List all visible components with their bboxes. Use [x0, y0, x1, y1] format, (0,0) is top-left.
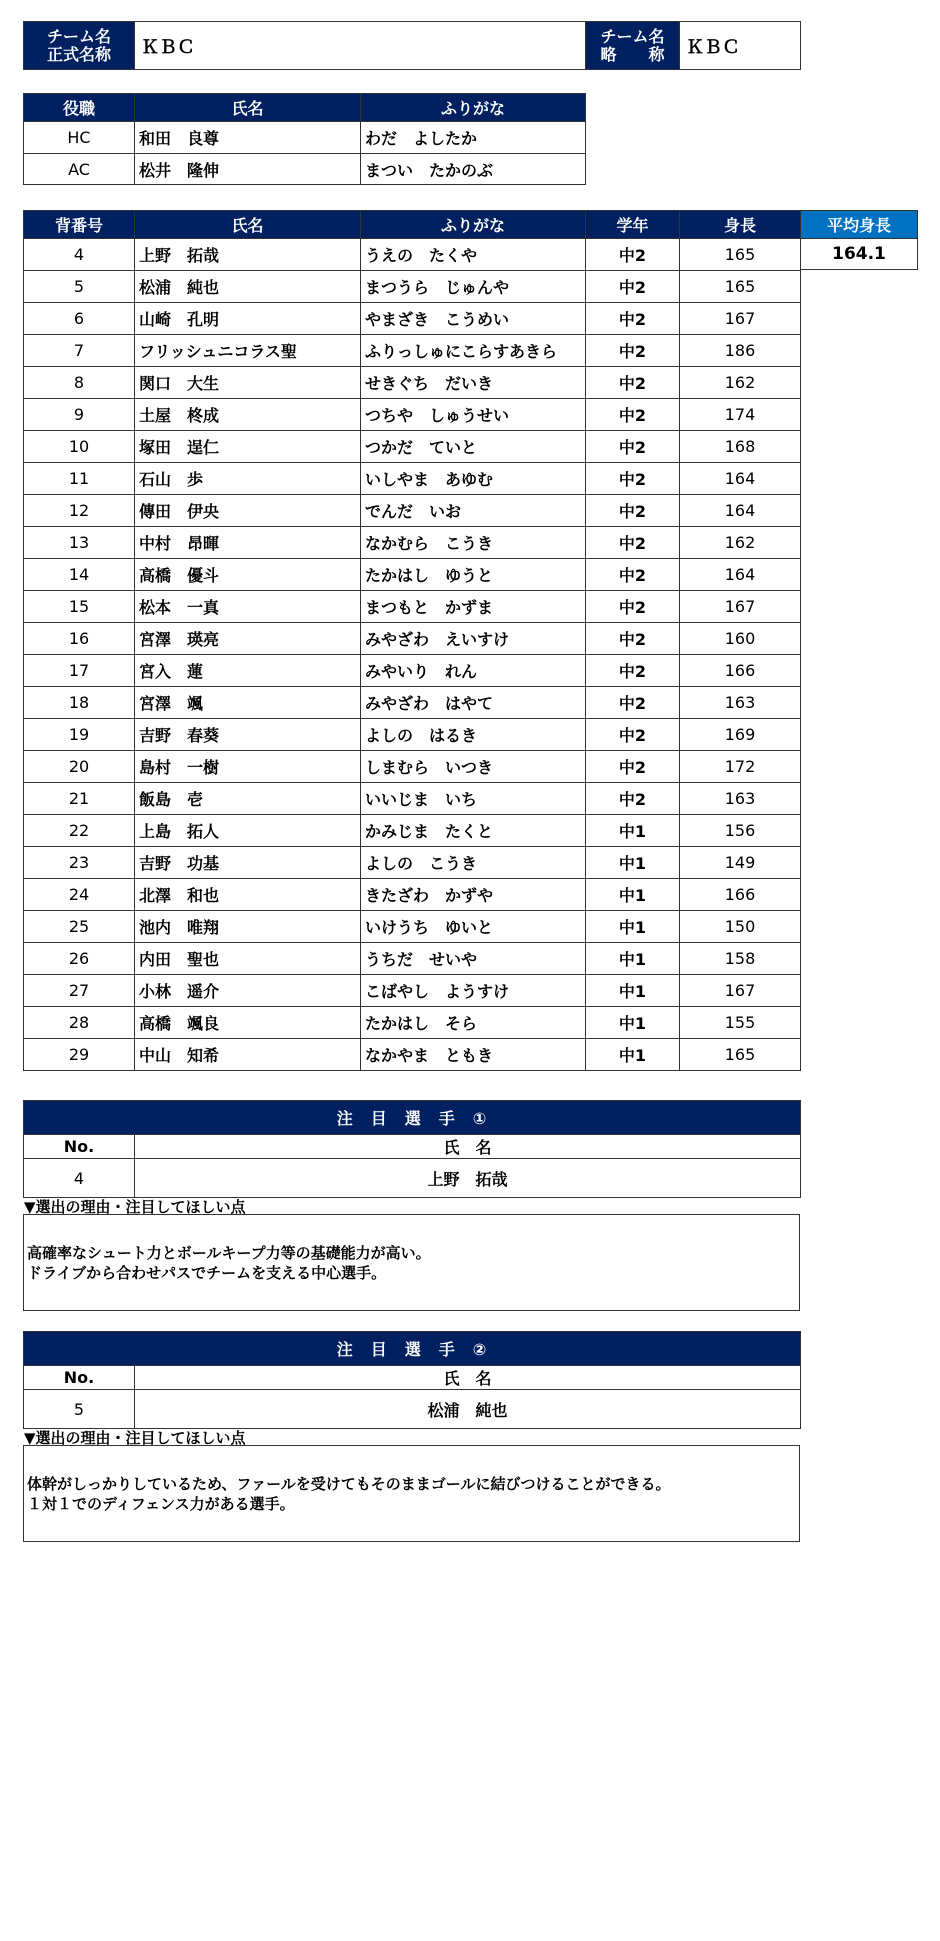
player-kana: みやざわ はやて	[361, 687, 586, 719]
player-number: 18	[24, 687, 135, 719]
player-number: 29	[24, 1039, 135, 1071]
player-grade: 中2	[586, 303, 680, 335]
player-row	[24, 335, 801, 367]
player-height: 166	[680, 655, 801, 687]
player-number: 23	[24, 847, 135, 879]
player-row	[24, 399, 801, 431]
featured-player-1-no-label: No.	[24, 1135, 135, 1159]
player-name: 傳田 伊央	[135, 495, 361, 527]
player-row	[24, 495, 801, 527]
player-row	[24, 879, 801, 911]
featured-player-1-no: 4	[24, 1159, 135, 1198]
player-height: 165	[680, 271, 801, 303]
player-number: 17	[24, 655, 135, 687]
average-height-table	[800, 210, 918, 270]
average-height-value: 164.1	[801, 239, 918, 270]
player-number: 11	[24, 463, 135, 495]
team-abbr-label: チーム名 略 称	[586, 22, 680, 70]
staff-row	[24, 154, 586, 185]
player-kana: つちや しゅうせい	[361, 399, 586, 431]
player-kana: まつうら じゅんや	[361, 271, 586, 303]
player-grade: 中1	[586, 815, 680, 847]
players-header-number: 背番号	[24, 211, 135, 239]
staff-row	[24, 122, 586, 154]
player-grade: 中2	[586, 783, 680, 815]
featured-player-1-reason: 高確率なシュート力とボールキープ力等の基礎能力が高い。 ドライブから合わせパスでチームを支える中心選手。	[27, 1244, 431, 1282]
player-grade: 中2	[586, 271, 680, 303]
player-row	[24, 559, 801, 591]
staff-role: AC	[24, 154, 135, 185]
player-row	[24, 591, 801, 623]
player-height: 162	[680, 527, 801, 559]
player-kana: つかだ ていと	[361, 431, 586, 463]
player-number: 16	[24, 623, 135, 655]
player-row	[24, 431, 801, 463]
featured-player-1-title: 注 目 選 手 ①	[24, 1101, 801, 1135]
player-number: 22	[24, 815, 135, 847]
player-row	[24, 623, 801, 655]
player-kana: うちだ せいや	[361, 943, 586, 975]
player-height: 149	[680, 847, 801, 879]
player-row	[24, 1039, 801, 1071]
player-height: 169	[680, 719, 801, 751]
player-number: 7	[24, 335, 135, 367]
player-name: フリッシュニコラス聖	[135, 335, 361, 367]
player-height: 156	[680, 815, 801, 847]
player-height: 165	[680, 1039, 801, 1071]
player-height: 164	[680, 495, 801, 527]
player-kana: いいじま いち	[361, 783, 586, 815]
player-row	[24, 751, 801, 783]
player-name: 松本 一真	[135, 591, 361, 623]
player-grade: 中2	[586, 719, 680, 751]
player-name: 吉野 功基	[135, 847, 361, 879]
player-height: 165	[680, 239, 801, 271]
players-table	[23, 210, 801, 1071]
player-number: 10	[24, 431, 135, 463]
player-grade: 中2	[586, 431, 680, 463]
featured-player-1-reason-label: ▼選出の理由・注目してほしい点	[24, 1198, 246, 1216]
player-grade: 中2	[586, 239, 680, 271]
player-kana: たかはし ゆうと	[361, 559, 586, 591]
player-row	[24, 271, 801, 303]
player-row	[24, 1007, 801, 1039]
player-kana: いしやま あゆむ	[361, 463, 586, 495]
player-name: 土屋 柊成	[135, 399, 361, 431]
player-height: 172	[680, 751, 801, 783]
staff-kana: わだ よしたか	[361, 122, 586, 154]
player-kana: せきぐち だいき	[361, 367, 586, 399]
player-grade: 中1	[586, 911, 680, 943]
player-kana: いけうち ゆいと	[361, 911, 586, 943]
player-number: 28	[24, 1007, 135, 1039]
player-row	[24, 719, 801, 751]
player-number: 9	[24, 399, 135, 431]
player-grade: 中1	[586, 879, 680, 911]
featured-player-2-reason-label: ▼選出の理由・注目してほしい点	[24, 1429, 246, 1447]
player-height: 186	[680, 335, 801, 367]
featured-player-2-no-label: No.	[24, 1366, 135, 1390]
player-name: 飯島 壱	[135, 783, 361, 815]
player-height: 163	[680, 687, 801, 719]
player-grade: 中1	[586, 943, 680, 975]
player-row	[24, 687, 801, 719]
player-number: 25	[24, 911, 135, 943]
player-name: 上島 拓人	[135, 815, 361, 847]
player-height: 167	[680, 303, 801, 335]
player-row	[24, 367, 801, 399]
player-kana: ふりっしゅにこらすあきら	[361, 335, 586, 367]
player-name: 山崎 孔明	[135, 303, 361, 335]
player-name: 石山 歩	[135, 463, 361, 495]
featured-player-1-table	[23, 1100, 801, 1198]
average-height-label: 平均身長	[801, 211, 918, 239]
player-name: 宮入 蓮	[135, 655, 361, 687]
player-name: 北澤 和也	[135, 879, 361, 911]
player-row	[24, 943, 801, 975]
player-number: 5	[24, 271, 135, 303]
player-grade: 中2	[586, 335, 680, 367]
player-number: 14	[24, 559, 135, 591]
player-kana: でんだ いお	[361, 495, 586, 527]
player-row	[24, 975, 801, 1007]
player-kana: よしの はるき	[361, 719, 586, 751]
player-grade: 中1	[586, 975, 680, 1007]
player-name: 宮澤 颯	[135, 687, 361, 719]
player-name: 関口 大生	[135, 367, 361, 399]
player-grade: 中2	[586, 623, 680, 655]
player-row	[24, 303, 801, 335]
player-kana: かみじま たくと	[361, 815, 586, 847]
player-row	[24, 911, 801, 943]
player-kana: みやざわ えいすけ	[361, 623, 586, 655]
staff-role: HC	[24, 122, 135, 154]
player-grade: 中2	[586, 751, 680, 783]
player-name: 中山 知希	[135, 1039, 361, 1071]
player-name: 池内 唯翔	[135, 911, 361, 943]
player-row	[24, 463, 801, 495]
player-grade: 中2	[586, 527, 680, 559]
player-row	[24, 655, 801, 687]
player-grade: 中2	[586, 591, 680, 623]
player-kana: みやいり れん	[361, 655, 586, 687]
team-abbr-value: ＫＢＣ	[680, 22, 801, 70]
featured-player-2-reason: 体幹がしっかりしているため、ファールを受けてもそのままゴールに結びつけることができる。 １対１でのディフェンス力がある選手。	[27, 1475, 671, 1513]
player-height: 160	[680, 623, 801, 655]
team-name-table	[23, 21, 801, 70]
player-kana: きたざわ かずや	[361, 879, 586, 911]
featured-player-1-name: 上野 拓哉	[135, 1159, 801, 1198]
player-number: 12	[24, 495, 135, 527]
player-grade: 中2	[586, 559, 680, 591]
player-height: 167	[680, 975, 801, 1007]
player-name: 小林 遥介	[135, 975, 361, 1007]
player-name: 内田 聖也	[135, 943, 361, 975]
featured-player-1-name-label: 氏 名	[135, 1135, 801, 1159]
staff-name: 和田 良尊	[135, 122, 361, 154]
player-height: 162	[680, 367, 801, 399]
player-name: 吉野 春葵	[135, 719, 361, 751]
player-row	[24, 847, 801, 879]
player-height: 163	[680, 783, 801, 815]
players-header-kana: ふりがな	[361, 211, 586, 239]
player-height: 158	[680, 943, 801, 975]
featured-player-2-table	[23, 1331, 801, 1429]
player-name: 島村 一樹	[135, 751, 361, 783]
player-number: 27	[24, 975, 135, 1007]
player-grade: 中2	[586, 655, 680, 687]
player-number: 19	[24, 719, 135, 751]
player-kana: よしの こうき	[361, 847, 586, 879]
player-height: 164	[680, 463, 801, 495]
player-number: 24	[24, 879, 135, 911]
player-height: 166	[680, 879, 801, 911]
players-header-name: 氏名	[135, 211, 361, 239]
staff-header-name: 氏名	[135, 94, 361, 122]
player-kana: たかはし そら	[361, 1007, 586, 1039]
player-number: 15	[24, 591, 135, 623]
player-height: 168	[680, 431, 801, 463]
player-height: 164	[680, 559, 801, 591]
player-kana: なかやま ともき	[361, 1039, 586, 1071]
staff-table	[23, 93, 586, 185]
player-grade: 中2	[586, 495, 680, 527]
team-official-label: チーム名 正式名称	[24, 22, 135, 70]
player-height: 155	[680, 1007, 801, 1039]
player-number: 8	[24, 367, 135, 399]
player-name: 宮澤 瑛亮	[135, 623, 361, 655]
staff-header-kana: ふりがな	[361, 94, 586, 122]
player-kana: こばやし ようすけ	[361, 975, 586, 1007]
player-number: 4	[24, 239, 135, 271]
player-name: 上野 拓哉	[135, 239, 361, 271]
player-number: 26	[24, 943, 135, 975]
staff-name: 松井 隆伸	[135, 154, 361, 185]
player-height: 150	[680, 911, 801, 943]
player-height: 167	[680, 591, 801, 623]
player-grade: 中1	[586, 847, 680, 879]
player-grade: 中2	[586, 399, 680, 431]
player-grade: 中2	[586, 367, 680, 399]
player-name: 塚田 逞仁	[135, 431, 361, 463]
player-height: 174	[680, 399, 801, 431]
player-number: 6	[24, 303, 135, 335]
players-header-height: 身長	[680, 211, 801, 239]
player-kana: なかむら こうき	[361, 527, 586, 559]
player-grade: 中2	[586, 687, 680, 719]
players-header-grade: 学年	[586, 211, 680, 239]
player-number: 21	[24, 783, 135, 815]
player-number: 13	[24, 527, 135, 559]
player-name: 中村 昂暉	[135, 527, 361, 559]
player-row	[24, 527, 801, 559]
player-row	[24, 783, 801, 815]
featured-player-2-name: 松浦 純也	[135, 1390, 801, 1429]
featured-player-2-no: 5	[24, 1390, 135, 1429]
featured-player-2-name-label: 氏 名	[135, 1366, 801, 1390]
player-kana: しまむら いつき	[361, 751, 586, 783]
player-name: 松浦 純也	[135, 271, 361, 303]
staff-kana: まつい たかのぶ	[361, 154, 586, 185]
team-official-value: ＫＢＣ	[135, 22, 586, 70]
player-kana: まつもと かずま	[361, 591, 586, 623]
player-row	[24, 239, 801, 271]
player-grade: 中2	[586, 463, 680, 495]
player-name: 高橋 颯良	[135, 1007, 361, 1039]
player-kana: やまざき こうめい	[361, 303, 586, 335]
player-grade: 中1	[586, 1007, 680, 1039]
player-name: 高橋 優斗	[135, 559, 361, 591]
player-kana: うえの たくや	[361, 239, 586, 271]
player-number: 20	[24, 751, 135, 783]
staff-header-role: 役職	[24, 94, 135, 122]
featured-player-2-title: 注 目 選 手 ②	[24, 1332, 801, 1366]
player-grade: 中1	[586, 1039, 680, 1071]
player-row	[24, 815, 801, 847]
